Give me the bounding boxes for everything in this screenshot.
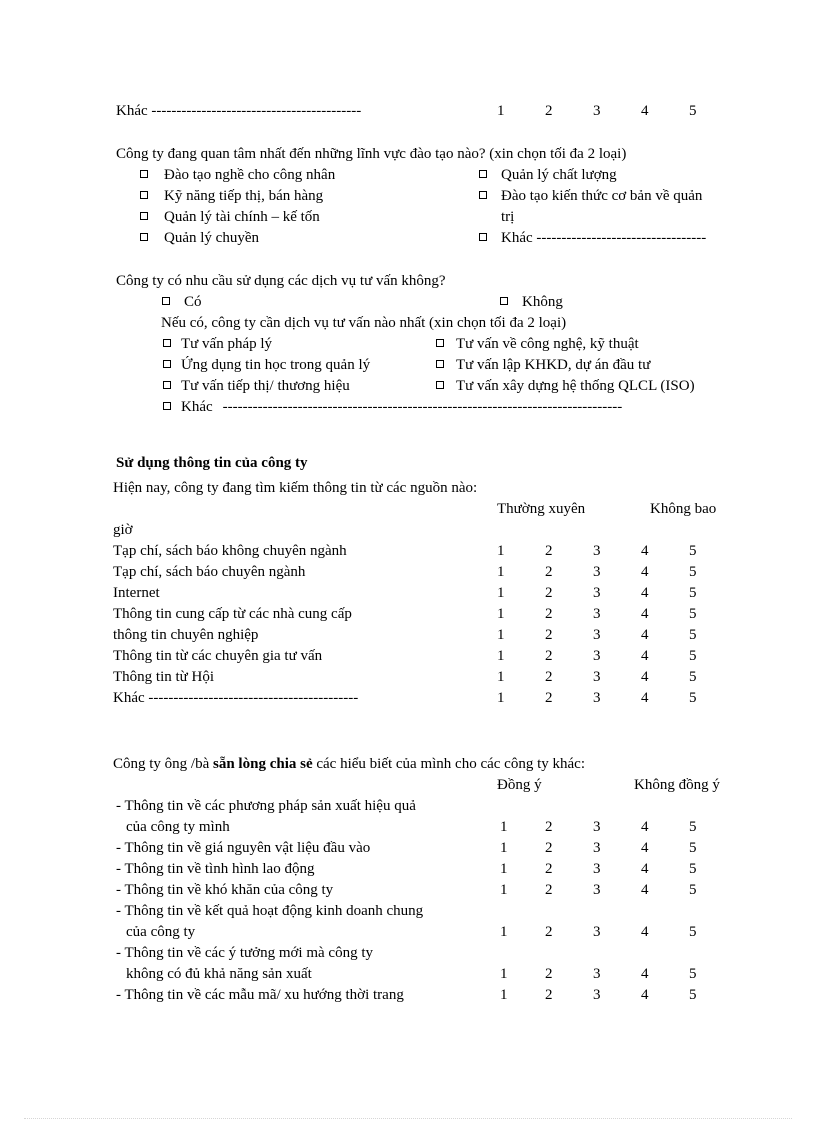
score-5[interactable]: 5 bbox=[689, 669, 697, 685]
sharing-item-label: - Thông tin về kết quả hoạt động kinh doanh chung bbox=[116, 903, 424, 919]
score-2[interactable]: 2 bbox=[545, 924, 553, 940]
checkbox-icon[interactable] bbox=[140, 191, 148, 199]
score-5[interactable]: 5 bbox=[689, 648, 697, 664]
score-1: 1 bbox=[497, 103, 505, 119]
training-option[interactable]: Quản lý chuyền bbox=[140, 228, 259, 249]
score-5[interactable]: 5 bbox=[689, 987, 697, 1003]
score-3[interactable]: 3 bbox=[593, 627, 601, 643]
score-1[interactable]: 1 bbox=[497, 627, 505, 643]
score-2[interactable]: 2 bbox=[545, 861, 553, 877]
consulting-no[interactable]: Không bbox=[500, 292, 563, 313]
score-1[interactable]: 1 bbox=[500, 987, 508, 1003]
consulting-followup: Nếu có, công ty cần dịch vụ tư vấn nào nhất (xin chọn tối đa 2 loại) bbox=[161, 315, 567, 331]
score-1[interactable]: 1 bbox=[500, 924, 508, 940]
score-5[interactable]: 5 bbox=[689, 861, 697, 877]
checkbox-icon[interactable] bbox=[140, 212, 148, 220]
checkbox-icon[interactable] bbox=[479, 191, 487, 199]
score-3[interactable]: 3 bbox=[593, 819, 601, 835]
sharing-item-label-cont: của công ty bbox=[126, 924, 196, 940]
checkbox-icon[interactable] bbox=[163, 360, 171, 368]
score-4[interactable]: 4 bbox=[641, 987, 649, 1003]
score-1[interactable]: 1 bbox=[497, 648, 505, 664]
score-4[interactable]: 4 bbox=[641, 924, 649, 940]
score-4[interactable]: 4 bbox=[641, 627, 649, 643]
checkbox-icon[interactable] bbox=[163, 381, 171, 389]
score-5[interactable]: 5 bbox=[689, 924, 697, 940]
score-1[interactable]: 1 bbox=[497, 606, 505, 622]
score-1[interactable]: 1 bbox=[497, 543, 505, 559]
score-3[interactable]: 3 bbox=[593, 585, 601, 601]
score-4[interactable]: 4 bbox=[641, 543, 649, 559]
sharing-scale-right: Không đồng ý bbox=[634, 777, 720, 793]
sharing-item-label-cont: không có đủ khả năng sản xuất bbox=[126, 966, 312, 982]
consulting-option[interactable]: Tư vấn tiếp thị/ thương hiệu bbox=[163, 376, 350, 397]
training-option[interactable]: Kỹ năng tiếp thị, bán hàng bbox=[140, 186, 323, 207]
score-3[interactable]: 3 bbox=[593, 882, 601, 898]
sharing-item-label: - Thông tin về các mẫu mã/ xu hướng thời trang bbox=[116, 987, 404, 1003]
checkbox-icon[interactable] bbox=[140, 170, 148, 178]
score-5: 5 bbox=[689, 103, 697, 119]
checkbox-icon[interactable] bbox=[140, 233, 148, 241]
score-4[interactable]: 4 bbox=[641, 606, 649, 622]
score-3[interactable]: 3 bbox=[593, 690, 601, 706]
score-1[interactable]: 1 bbox=[497, 669, 505, 685]
score-2[interactable]: 2 bbox=[545, 966, 553, 982]
consulting-option[interactable]: Tư vấn lập KHKD, dự án đầu tư bbox=[436, 355, 650, 376]
score-4[interactable]: 4 bbox=[641, 669, 649, 685]
score-1[interactable]: 1 bbox=[500, 861, 508, 877]
training-option[interactable]: Đào tạo kiến thức cơ bản về quản bbox=[479, 186, 702, 207]
score-2[interactable]: 2 bbox=[545, 882, 553, 898]
score-2[interactable]: 2 bbox=[545, 606, 553, 622]
sharing-item-label-cont: của công ty mình bbox=[126, 819, 230, 835]
info-source-label: Internet bbox=[113, 585, 160, 601]
sharing-item-label: - Thông tin về các ý tưởng mới mà công ty bbox=[116, 945, 373, 961]
checkbox-icon[interactable] bbox=[436, 381, 444, 389]
score-2[interactable]: 2 bbox=[545, 987, 553, 1003]
score-3[interactable]: 3 bbox=[593, 861, 601, 877]
checkbox-icon[interactable] bbox=[436, 360, 444, 368]
checkbox-icon[interactable] bbox=[479, 170, 487, 178]
training-option[interactable]: Khác ---------------------------------- bbox=[479, 228, 706, 249]
sharing-item-label: - Thông tin về khó khăn của công ty bbox=[116, 882, 334, 898]
page-divider bbox=[24, 1118, 792, 1119]
sharing-item-label: - Thông tin về giá nguyên vật liệu đầu vào bbox=[116, 840, 371, 856]
consulting-option[interactable]: Tư vấn pháp lý bbox=[163, 334, 272, 355]
sharing-scale-left: Đồng ý bbox=[497, 777, 542, 793]
info-source-label: thông tin chuyên nghiệp bbox=[113, 627, 259, 643]
score-1[interactable]: 1 bbox=[500, 882, 508, 898]
training-option[interactable]: Quản lý tài chính – kế tốn bbox=[140, 207, 320, 228]
info-source-label: Thông tin từ Hội bbox=[113, 669, 215, 685]
score-5[interactable]: 5 bbox=[689, 966, 697, 982]
sharing-question: Công ty ông /bà sẵn lòng chia sẻ các hiểu biết của mình cho các công ty khác: bbox=[113, 756, 585, 772]
score-3[interactable]: 3 bbox=[593, 966, 601, 982]
training-option[interactable]: Đào tạo nghề cho công nhân bbox=[140, 165, 335, 186]
score-4[interactable]: 4 bbox=[641, 585, 649, 601]
info-source-label: Thông tin cung cấp từ các nhà cung cấp bbox=[113, 606, 352, 622]
score-3[interactable]: 3 bbox=[593, 564, 601, 580]
other-row-label: Khác ------------------------------------------ bbox=[116, 103, 362, 119]
score-3[interactable]: 3 bbox=[593, 924, 601, 940]
score-5[interactable]: 5 bbox=[689, 543, 697, 559]
checkbox-icon[interactable] bbox=[436, 339, 444, 347]
score-4[interactable]: 4 bbox=[641, 690, 649, 706]
score-4[interactable]: 4 bbox=[641, 840, 649, 856]
score-3[interactable]: 3 bbox=[593, 648, 601, 664]
scale-left-label: Thường xuyên bbox=[497, 501, 586, 517]
score-2[interactable]: 2 bbox=[545, 543, 553, 559]
score-1[interactable]: 1 bbox=[500, 840, 508, 856]
score-2[interactable]: 2 bbox=[545, 840, 553, 856]
consulting-option[interactable]: Ứng dụng tin học trong quản lý bbox=[163, 355, 370, 376]
score-4[interactable]: 4 bbox=[641, 882, 649, 898]
consulting-option[interactable]: Tư vấn xây dựng hệ thống QLCL (ISO) bbox=[436, 376, 695, 397]
score-5[interactable]: 5 bbox=[689, 606, 697, 622]
score-4[interactable]: 4 bbox=[641, 564, 649, 580]
section-heading: Sử dụng thông tin của công ty bbox=[116, 455, 308, 471]
checkbox-icon[interactable] bbox=[163, 339, 171, 347]
sharing-item-label: - Thông tin về các phương pháp sản xuất hiệu quả bbox=[116, 798, 416, 814]
score-5[interactable]: 5 bbox=[689, 819, 697, 835]
score-3[interactable]: 3 bbox=[593, 669, 601, 685]
score-5[interactable]: 5 bbox=[689, 882, 697, 898]
score-5[interactable]: 5 bbox=[689, 564, 697, 580]
score-4[interactable]: 4 bbox=[641, 966, 649, 982]
score-5[interactable]: 5 bbox=[689, 690, 697, 706]
score-2[interactable]: 2 bbox=[545, 819, 553, 835]
consulting-option-other[interactable]: Khác -------------------------------------------------------------------------------- bbox=[163, 397, 622, 418]
info-question: Hiện nay, công ty đang tìm kiếm thông tin từ các nguồn nào: bbox=[113, 480, 478, 496]
training-question: Công ty đang quan tâm nhất đến những lĩnh vực đào tạo nào? (xin chọn tối đa 2 loại) bbox=[116, 146, 627, 162]
score-2[interactable]: 2 bbox=[545, 690, 553, 706]
score-2[interactable]: 2 bbox=[545, 648, 553, 664]
info-source-label: Thông tin từ các chuyên gia tư vấn bbox=[113, 648, 323, 664]
score-4[interactable]: 4 bbox=[641, 648, 649, 664]
consulting-question: Công ty có nhu cầu sử dụng các dịch vụ tư vấn không? bbox=[116, 273, 446, 289]
score-4: 4 bbox=[641, 103, 649, 119]
info-source-label: Khác ------------------------------------------ bbox=[113, 690, 359, 706]
score-1[interactable]: 1 bbox=[497, 585, 505, 601]
score-5[interactable]: 5 bbox=[689, 627, 697, 643]
info-source-label: Tạp chí, sách báo không chuyên ngành bbox=[113, 543, 347, 559]
score-1[interactable]: 1 bbox=[497, 690, 505, 706]
score-5[interactable]: 5 bbox=[689, 840, 697, 856]
checkbox-icon[interactable] bbox=[479, 233, 487, 241]
score-3[interactable]: 3 bbox=[593, 840, 601, 856]
score-3: 3 bbox=[593, 103, 601, 119]
checkbox-icon[interactable] bbox=[162, 297, 170, 305]
score-5[interactable]: 5 bbox=[689, 585, 697, 601]
score-3[interactable]: 3 bbox=[593, 543, 601, 559]
score-2: 2 bbox=[545, 103, 553, 119]
score-1[interactable]: 1 bbox=[500, 966, 508, 982]
sharing-item-label: - Thông tin về tình hình lao động bbox=[116, 861, 315, 877]
score-2[interactable]: 2 bbox=[545, 627, 553, 643]
scale-right-wrap: giờ bbox=[113, 522, 133, 538]
score-2[interactable]: 2 bbox=[545, 585, 553, 601]
consulting-yes[interactable]: Có bbox=[162, 292, 202, 313]
score-2[interactable]: 2 bbox=[545, 669, 553, 685]
scale-right-label: Không bao bbox=[650, 501, 717, 517]
training-option[interactable]: Quản lý chất lượng bbox=[479, 165, 617, 186]
checkbox-icon[interactable] bbox=[163, 402, 171, 410]
consulting-option[interactable]: Tư vấn về công nghệ, kỹ thuật bbox=[436, 334, 639, 355]
info-source-label: Tạp chí, sách báo chuyên ngành bbox=[113, 564, 306, 580]
score-4[interactable]: 4 bbox=[641, 861, 649, 877]
score-1[interactable]: 1 bbox=[500, 819, 508, 835]
score-4[interactable]: 4 bbox=[641, 819, 649, 835]
training-option-wrap: trị bbox=[501, 209, 515, 225]
score-3[interactable]: 3 bbox=[593, 987, 601, 1003]
score-3[interactable]: 3 bbox=[593, 606, 601, 622]
score-1[interactable]: 1 bbox=[497, 564, 505, 580]
score-2[interactable]: 2 bbox=[545, 564, 553, 580]
checkbox-icon[interactable] bbox=[500, 297, 508, 305]
